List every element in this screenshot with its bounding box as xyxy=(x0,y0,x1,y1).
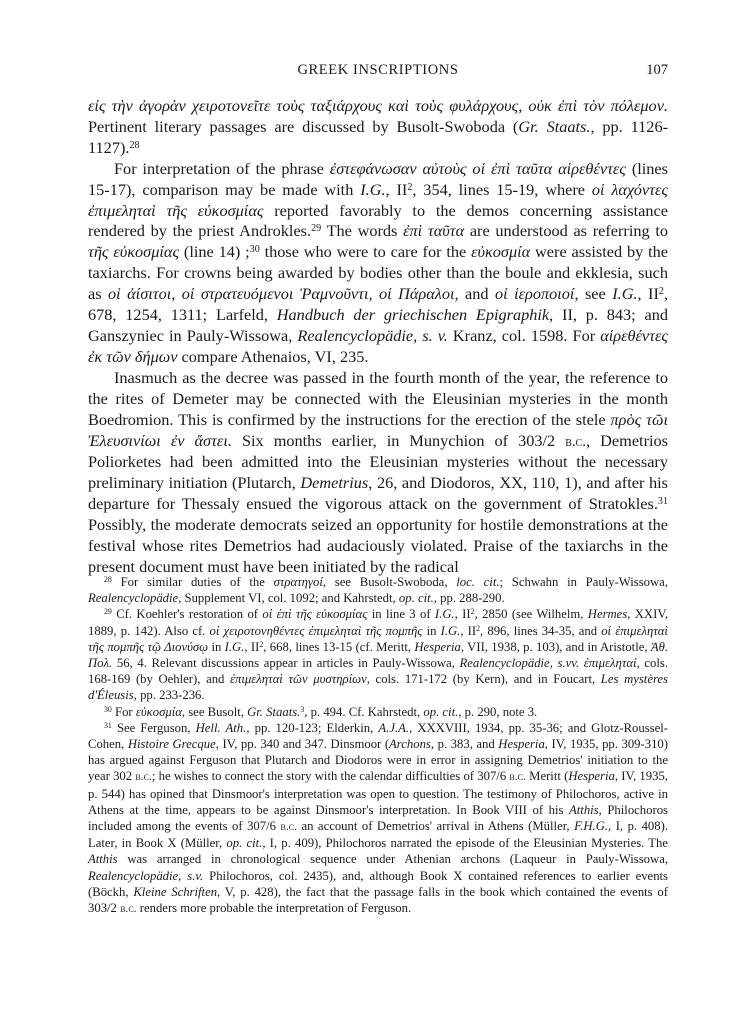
running-head xyxy=(88,62,668,82)
body-paragraph: For interpretation of the phrase ἐστεφάνωσαν αὐτοὺς οἱ ἐπὶ ταῦτα αἱρεθέντες (lines 15-17), comparison may be made with I.G., $II^2$, 354, lines 15-19, where οἱ λαχόντες ἐπιμεληταὶ τῆς εὐκοσμίας reported favorably to the demos concerning assistance rendered by the priest Androkles.$^{29}$ The words ἐπὶ ταῦτα are understood as referring to τῆς εὐκοσμίας (line 14) ;$^{30}$ those who were to care for the εὐκοσμία were assisted by the taxiarchs. For crowns being awarded by bodies other than the boule and ekklesia, such as οἱ ἀίσιτοι, οἱ στρατευόμενοι Ῥαμνοῦντι, οἱ Πάραλοι, and οἱ ἱεροποιοί, see I.G., $II^2$, 678, 1254, 1311; Larfeld, Handbuch der griechischen Epigraphik, II, p. 843; and Ganszyniec in Pauly-Wissowa, Realencyclopädie, s. v. Kranz, col. 1598. For αἱρεθέντες ἐκ τῶν δήμων compare Athenaios, VI, 235. xyxy=(88,158,669,366)
body-paragraph: εἰς τὴν ἀγορὰν χειροτονεῖτε τοὺς ταξιάρχους καὶ τοὺς φυλάρχους, οὐκ ἐπὶ τὸν πόλεμον. Pertinent literary passages are discussed by Busolt-Swoboda (Gr. Staats., pp. 1126-1127).$^{28}$ xyxy=(88,96,669,157)
footnote: $^{31}$ See Ferguson, Hell. Ath., pp. 120-123; Elderkin, A.J.A., XXXVIII, 1934, pp. 35-36; and Glotz-Roussel-Cohen, Histoire Grecque, IV, pp. 340 and 347. Dinsmoor (Archons, p. 383, and Hesperia, IV, 1935, pp. 309-310) has argued against Ferguson that Plutarch and Diodoros were in error in assigning Demetrios' initiation to the year 302 b.c.; he wishes to connect the story with the calendar difficulties of 307/6 b.c. Meritt (Hesperia, IV, 1935, p. 544) has opined that Dinsmoor's interpretation was open to question. The testimony of Philochoros, active in Athens at the time, appears to be against Dinsmoor's interpretation. In Book VIII of his Atthis, Philochoros included among the events of 307/6 b.c. an account of Demetrios' arrival in Athens (Müller, F.H.G., I, p. 408). Later, in Book X (Müller, op. cit., I, p. 409), Philochoros narrated the episode of the Eleusinian Mysteries. The Atthis was arranged in chronological sequence under Athenian archons (Laqueur in Pauly-Wissowa, Realencyclopädie, s.v. Philochoros, col. 2435), and, although Book X contained references to earlier events (Böckh, Kleine Schriften, V, p. 428), the fact that the passage falls in the book which contained the events of 303/2 b.c. renders more probable the interpretation of Ferguson. xyxy=(88,720,669,916)
body-paragraph: Inasmuch as the decree was passed in the fourth month of the year, the reference to the rites of Demeter may be connected with the Eleusinian mysteries in the month Boedromion. This is confirmed by the instructions for the erection of the stele πρὸς τῶι Ἐλευσινίωι ἐν ἄστει. Six months earlier, in Munychion of 303/2 b.c., Demetrios Poliorketes had been admitted into the Eleusinian mysteries without the necessary preliminary initiation (Plutarch, Demetrius, 26, and Diodoros, XX, 110, 1), and after his departure for Thessaly ensued the vigorous attack on the government of Stratokles.$^{31}$ Possibly, the moderate democrats seized an opportunity for hostile demonstrations at the festival whose rites Demetrios had audaciously violated. Praise of the taxiarchs in the present document must have been initiated by the radical xyxy=(88,367,669,576)
page-number: 107 xyxy=(646,62,668,78)
footnote: $^{29}$ Cf. Koehler's restoration of οἱ ἐπὶ τῆς εὐκοσμίας in line 3 of I.G., $II^2$, 2850 (see Wilhelm, Hermes, XXIV, 1889, p. 142). Also cf. οἱ χειροτονηθέντες ἐπιμεληταὶ τῆς πομπῆς in I.G., $II^2$, 896, lines 34-35, and οἱ ἐπιμεληταὶ τῆς πομπῆς τῷ Διονύσῳ in I.G., $II^2$, 668, lines 13-15 (cf. Meritt, Hesperia, VII, 1938, p. 103), and in Aristotle, Ἀθ. Πολ. 56, 4. Relevant discussions appear in articles in Pauly-Wissowa, Realencyclopädie, s.vv. ἐπιμεληταί, cols. 168-169 (by Oehler), and ἐπιμεληταὶ τῶν μυστηρίων, cols. 171-172 (by Kern), and in Foucart, Les mystères d'Éleusis, pp. 233-236. xyxy=(88,607,669,703)
running-head-title: GREEK INSCRIPTIONS xyxy=(297,62,459,78)
footnote: $^{28}$ For similar duties of the στρατηγοί, see Busolt-Swoboda, loc. cit.; Schwahn in Pauly-Wissowa, Realencyclopädie, Supplement VI, col. 1092; and Kahrstedt, op. cit., pp. 288-290. xyxy=(88,575,668,606)
main-text xyxy=(88,96,668,578)
footnotes xyxy=(88,574,668,917)
footnote: $^{30}$ For εὐκοσμία, see Busolt, Gr. Staats.$^3$, p. 494. Cf. Kahrstedt, op. cit., p. 290, note 3. xyxy=(104,704,538,719)
